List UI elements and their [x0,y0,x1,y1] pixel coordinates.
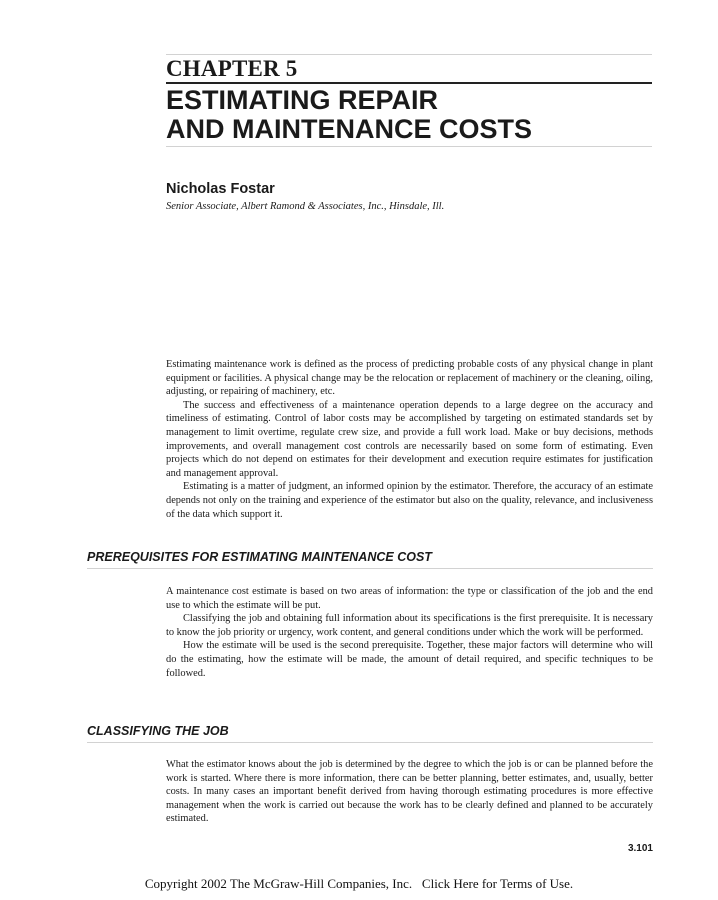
page-number: 3.101 [627,843,653,854]
chapter-title-line-2: AND MAINTENANCE COSTS [166,114,533,144]
intro-paragraph: Estimating maintenance work is defined as the process of predicting probable costs of any physical change in plant equipment or facilities. A physical change may be the relocation or replacement of machinery or the cleaning, oiling, adjusting, or repairing of machinery, etc. [166,359,653,398]
copyright-notice: Copyright 2002 The McGraw-Hill Companies, Inc. [144,876,413,891]
chapter-rule [166,82,652,84]
terms-of-use-link[interactable]: Click Here for Terms of Use. [421,876,574,891]
chapter-title-line-1: ESTIMATING REPAIR [166,85,439,115]
body-paragraph: How the estimate will be used is the second prerequisite. Together, these major factors will determine who will do the estimating, how the estimate will be made, the amount of detail required, and specific techniques to be followed. [166,640,653,679]
top-rule [166,54,652,55]
author-affiliation: Senior Associate, Albert Ramond & Associates, Inc., Hinsdale, Ill. [166,201,445,212]
author-name: Nicholas Fostar [166,181,275,197]
chapter-title [166,86,656,144]
prerequisites-text [166,585,653,680]
intro-paragraph: The success and effectiveness of a maintenance operation depends to a large degree on the accuracy and timeliness of estimating. Control of labor costs may be accomplished by targeting on estimated standards set by management to limit overtime, regulate crew size, and provide a full work load. Make or buy decisions, methods improvements, and overall management cost controls are necessarily based on some form of estimating. Even projects which do not depend on estimates for their development and execution require estimates for justification and management approval. [166,399,653,479]
section-heading-classifying: CLASSIFYING THE JOB [87,724,229,738]
body-paragraph: Classifying the job and obtaining full information about its specifications is the first prerequisite. It is necessary to know the job priority or urgency, work content, and general conditions under which the work will be performed. [166,613,653,638]
body-paragraph: A maintenance cost estimate is based on two areas of information: the type or classification of the job and the end use to which the estimate will be put. [166,586,653,611]
body-paragraph: What the estimator knows about the job is determined by the degree to which the job is or can be planned before the work is started. Where there is more information, there can be better planning, better estimates, and, usually, better costs. In many cases an important benefit derived from having thorough estimating procedures is more effective management when the work is carried out because the work has to be clearly defined and planned to be accurately estimated. [166,759,653,825]
classifying-text [166,758,653,826]
intro-paragraph: Estimating is a matter of judgment, an informed opinion by the estimator. Therefore, the accuracy of an estimate depends not only on the training and experience of the estimator but also on the quality, relevance, and inclusiveness of the data which support it. [166,481,653,520]
chapter-label: CHAPTER 5 [166,56,298,81]
intro-text [166,358,653,521]
section-heading-prerequisites: PREREQUISITES FOR ESTIMATING MAINTENANCE COST [87,550,432,564]
title-bottom-rule [166,146,652,147]
section-rule [87,568,653,569]
footer [0,876,718,892]
section-rule [87,742,653,743]
